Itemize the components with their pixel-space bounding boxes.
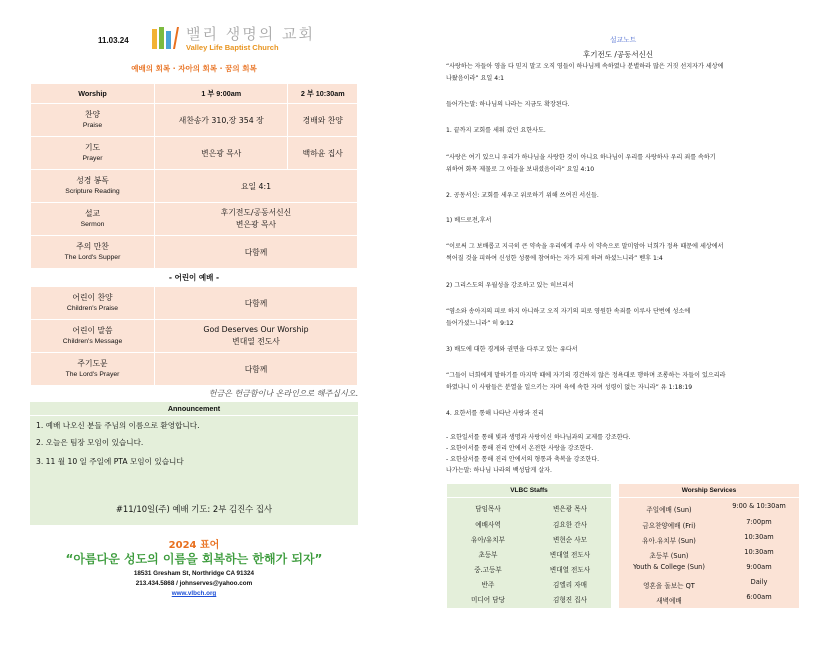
staff-role: 미디어 담당 bbox=[471, 596, 505, 604]
service-time: 7:00pm bbox=[746, 518, 772, 526]
service-name: 영혼을 돌보는 QT bbox=[643, 582, 695, 590]
service-name: 금요찬양예배 (Fri) bbox=[642, 522, 696, 530]
service-time: 6:00am bbox=[746, 593, 772, 601]
table-cell: 경배와 찬양 bbox=[288, 104, 358, 137]
kids-worship-heading: - 어린이 예배 - bbox=[31, 269, 358, 287]
table-cell: God Deserves Our Worship 변대열 전도사 bbox=[155, 320, 358, 353]
sermon-line: “그들이 너희에게 말하기를 마지막 때에 자기의 경건하지 않은 정욕대로 행하며 조롱하는 자들이 있으리라 bbox=[446, 372, 726, 379]
order-label: 성경 봉독 Scripture Reading bbox=[31, 170, 155, 203]
order-label: 어린이 찬양 Children's Praise bbox=[31, 287, 155, 320]
staff-role: 중.고등부 bbox=[474, 566, 502, 574]
table-row bbox=[31, 137, 358, 170]
staff-name: 변대열 전도사 bbox=[549, 551, 591, 559]
service-name: 주일예배 (Sun) bbox=[646, 506, 692, 514]
sermon-line: “이로써 그 보배롭고 지극히 큰 약속을 우리에게 주사 이 약속으로 말미암아 너희가 정욕 때문에 세상에서 bbox=[446, 243, 724, 250]
sermon-line: 들어가셨느니라” 히 9:12 bbox=[446, 320, 514, 327]
sermon-title: 후기전도 /공동서신신 bbox=[583, 50, 654, 59]
kids-heading-row bbox=[31, 269, 358, 287]
order-label: 설교 Sermon bbox=[31, 203, 155, 236]
sermon-line: “사랑은 여기 있으니 우리가 하나님을 사랑한 것이 아니요 하나님이 우리를 사랑하사 우리 죄를 속하기 bbox=[446, 154, 716, 161]
announcement-box bbox=[30, 402, 358, 525]
announcement-item: 3. 11 월 10 일 주일에 PTA 모임이 있습니다 bbox=[36, 457, 184, 466]
staff-name: 변현순 사모 bbox=[553, 536, 587, 544]
service-name: 유아.유치부 (Sun) bbox=[642, 537, 696, 545]
motto-text: “아름다운 성도의 이름을 회복하는 한해가 되자” bbox=[65, 552, 323, 566]
sermon-line: 들어가는말: 하나님의 나라는 지금도 확장된다. bbox=[446, 101, 570, 108]
table-row bbox=[31, 353, 358, 386]
church-address: 18531 Gresham St, Northridge CA 91324 bbox=[133, 570, 255, 577]
table-row bbox=[31, 104, 358, 137]
table-cell: 다함께 bbox=[155, 236, 358, 269]
order-label: 주의 만찬 The Lord's Supper bbox=[31, 236, 155, 269]
service-time: 9:00 & 10:30am bbox=[732, 502, 786, 510]
staff-role: 초등부 bbox=[478, 551, 498, 559]
sermon-line: 1. 끝까지 교회를 세워 갔던 요한사도. bbox=[446, 127, 546, 134]
prayer-assignment: #11/10일(주) 예배 기도: 2부 김진수 집사 bbox=[115, 504, 273, 514]
service-time: 10:30am bbox=[744, 533, 774, 541]
table-row bbox=[31, 236, 358, 269]
table-cell: 백하윤 집사 bbox=[288, 137, 358, 170]
church-logo-icon bbox=[150, 25, 180, 51]
sermon-line: 3) 배도에 대한 경계와 권면을 다루고 있는 유다서 bbox=[446, 346, 578, 353]
services-title: Worship Services bbox=[619, 484, 799, 498]
church-name-korean: 밸리 생명의 교회 bbox=[186, 25, 315, 43]
order-label: 찬양 Praise bbox=[31, 104, 155, 137]
motto-year: 2024 표어 bbox=[168, 540, 220, 551]
service-time: Daily bbox=[750, 578, 768, 586]
sermon-line: 4. 요한서를 통해 나타난 사랑과 진리 bbox=[446, 410, 544, 417]
sermon-line: “염소와 송아지의 피로 하지 아니하고 오직 자기의 피로 영원한 속죄를 이루사 단번에 성소에 bbox=[446, 308, 691, 315]
order-label: 어린이 말씀 Children's Message bbox=[31, 320, 155, 353]
sermon-line: 하였나니 이 사람들은 분열을 일으키는 자며 육에 속한 자며 성령이 없는 자니라” 유 1:18:19 bbox=[446, 384, 693, 391]
staff-box bbox=[447, 484, 611, 608]
order-label: 주기도문 The Lord's Prayer bbox=[31, 353, 155, 386]
bulletin-date: 11.03.24 bbox=[98, 36, 129, 45]
staff-title: VLBC Staffs bbox=[447, 484, 611, 498]
announcement-item: 2. 오늘은 팀장 모임이 있습니다. bbox=[36, 438, 144, 447]
service-time: 9:00am bbox=[746, 563, 772, 571]
church-theme: 예배의 회복 · 자아의 회복 · 꿈의 회복 bbox=[131, 64, 257, 73]
service-name: Youth & College (Sun) bbox=[633, 563, 705, 571]
table-cell: 요일 4:1 bbox=[155, 170, 358, 203]
table-cell: 다함께 bbox=[155, 287, 358, 320]
sermon-line: 썩어질 것을 피하여 신성한 성품에 참여하는 자가 되게 하려 하셨느니라” 벧후 1:4 bbox=[446, 255, 663, 262]
column-header: Worship bbox=[31, 84, 155, 104]
staff-name: 변은광 목사 bbox=[553, 505, 587, 513]
sermon-line: “사랑하는 자들아 영을 다 믿지 말고 오직 영들이 하나님께 속하였나 분별하라 많은 거짓 선지자가 세상에 bbox=[446, 63, 724, 70]
sermon-line: 1) 베드로전,후서 bbox=[446, 217, 492, 224]
offering-note: 헌금은 헌금함이나 온라인으로 해주십시오. bbox=[208, 389, 358, 398]
staff-name: 김엘리 자매 bbox=[553, 581, 587, 589]
column-header: 1 부 9:00am bbox=[155, 84, 288, 104]
sermon-line: - 요한일서를 통해 빛과 생명과 사랑이신 하나님과의 교제를 강조한다. bbox=[446, 434, 631, 441]
church-website-link[interactable]: www.vlbch.org bbox=[171, 590, 217, 597]
staff-role: 담임목사 bbox=[475, 505, 501, 513]
staff-role: 예배사역 bbox=[475, 521, 501, 529]
table-row bbox=[31, 320, 358, 353]
church-website-wrapper bbox=[30, 590, 358, 597]
church-name-english: Valley Life Baptist Church bbox=[186, 43, 279, 52]
service-name: 새벽예배 bbox=[656, 597, 682, 605]
announcement-item: 1. 예배 나오신 분들 주님의 이름으로 환영합니다. bbox=[36, 421, 200, 430]
staff-name: 김형진 집사 bbox=[553, 596, 587, 604]
service-name: 초등부 (Sun) bbox=[649, 552, 689, 560]
worship-services-box bbox=[619, 484, 799, 608]
table-row bbox=[31, 203, 358, 236]
staff-name: 변대열 전도사 bbox=[549, 566, 591, 574]
announcement-title: Announcement bbox=[30, 402, 358, 416]
column-header: 2 부 10:30am bbox=[288, 84, 358, 104]
table-cell: 변은광 목사 bbox=[155, 137, 288, 170]
church-phone-email: 213.434.5868 / johnserves@yahoo.com bbox=[135, 580, 253, 587]
table-header-row bbox=[31, 84, 358, 104]
sermon-notes-tag: 설교노트 bbox=[610, 36, 637, 44]
staff-name: 김요한 간사 bbox=[553, 521, 587, 529]
sermon-line: 2. 공동서신: 교회를 세우고 위로하기 위해 쓰여진 서신들. bbox=[446, 192, 599, 199]
sermon-line: - 요한삼서를 통해 진리 안에서의 형통과 축복을 강조한다. bbox=[446, 456, 600, 463]
sermon-line: 위하여 화목 제물로 그 아들을 보내셨음이라” 요일 4:10 bbox=[446, 166, 595, 173]
sermon-line: - 요한이서를 통해 진리 안에서 온전한 사랑을 강조한다. bbox=[446, 445, 594, 452]
service-time: 10:30am bbox=[744, 548, 774, 556]
staff-role: 반주 bbox=[481, 581, 495, 589]
order-label: 기도 Prayer bbox=[31, 137, 155, 170]
table-cell: 새찬송가 310,장 354 장 bbox=[155, 104, 288, 137]
table-cell: 다함께 bbox=[155, 353, 358, 386]
sermon-line: 나가는말: 하나님 나라의 백성답게 살자. bbox=[446, 467, 552, 474]
sermon-line: 2) 그리스도의 우월성을 강조하고 있는 히브리서 bbox=[446, 282, 574, 289]
table-row bbox=[31, 287, 358, 320]
staff-role: 유아/유치부 bbox=[470, 536, 506, 544]
worship-order-table bbox=[30, 83, 358, 386]
table-cell: 후기전도/공동서신신 변은광 목사 bbox=[155, 203, 358, 236]
table-row bbox=[31, 170, 358, 203]
sermon-line: 나왔음이라” 요일 4:1 bbox=[446, 75, 505, 82]
